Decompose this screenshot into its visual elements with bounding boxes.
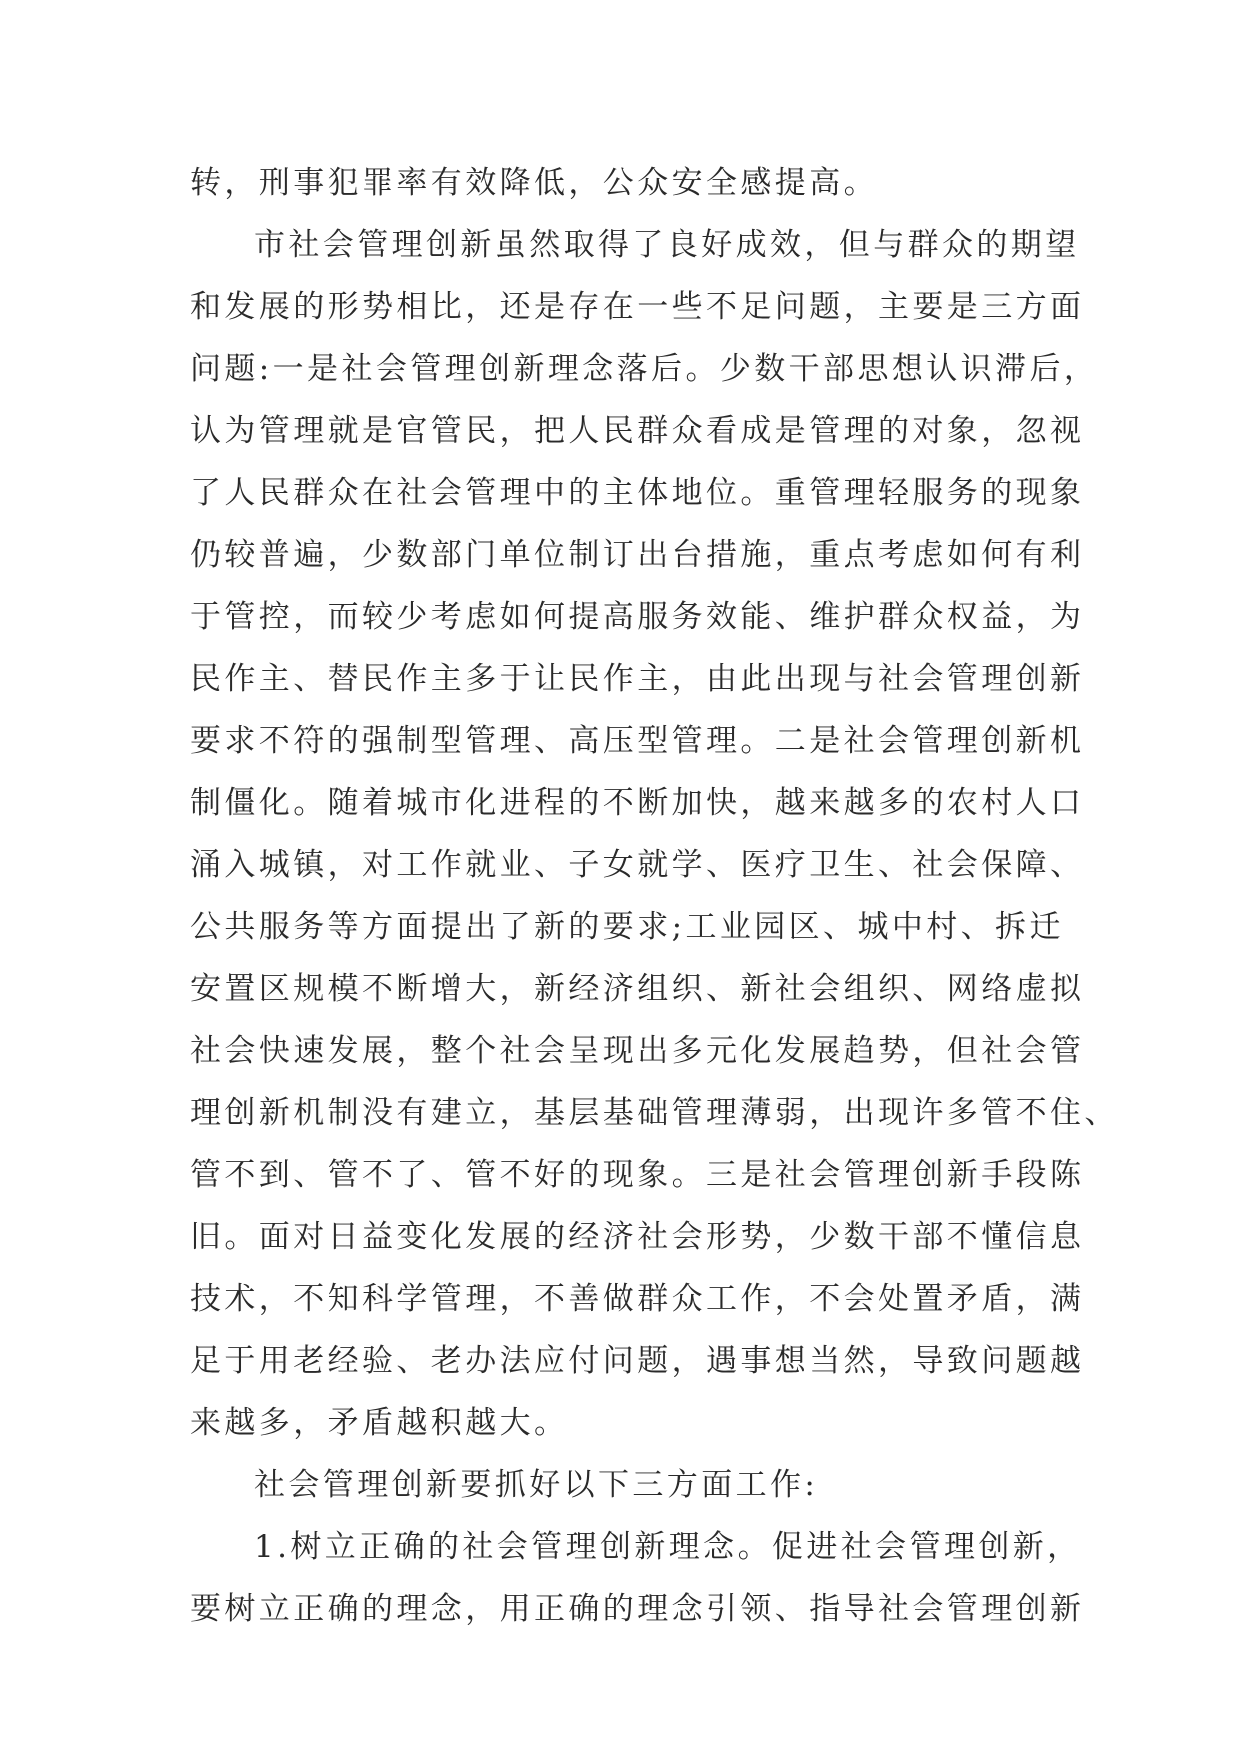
text-line: 转，刑事犯罪率有效降低，公众安全感提高。 xyxy=(190,165,878,201)
text-line: 来越多，矛盾越积越大。 xyxy=(190,1405,569,1441)
text-line: 和发展的形势相比，还是存在一些不足问题，主要是三方面 xyxy=(190,289,1085,325)
text-line: 于管控，而较少考虑如何提高服务效能、维护群众权益，为 xyxy=(190,599,1085,635)
text-line: 制僵化。随着城市化进程的不断加快，越来越多的农村人口 xyxy=(190,785,1085,821)
text-line: 旧。面对日益变化发展的经济社会形势，少数干部不懂信息 xyxy=(190,1219,1085,1255)
paragraph-start-line: 社会管理创新要抓好以下三方面工作: xyxy=(254,1467,819,1503)
text-line: 涌入城镇，对工作就业、子女就学、医疗卫生、社会保障、 xyxy=(190,847,1085,883)
text-line: 民作主、替民作主多于让民作主，由此出现与社会管理创新 xyxy=(190,661,1085,697)
body-text xyxy=(190,152,1119,1640)
text-line: 问题:一是社会管理创新理念落后。少数干部思想认识滞后， xyxy=(190,351,1099,387)
text-line: 足于用老经验、老办法应付问题，遇事想当然，导致问题越 xyxy=(190,1343,1085,1379)
paragraph-start-line: 市社会管理创新虽然取得了良好成效，但与群众的期望 xyxy=(254,227,1080,263)
text-line: 安置区规模不断增大，新经济组织、新社会组织、网络虚拟 xyxy=(190,971,1085,1007)
text-line: 要求不符的强制型管理、高压型管理。二是社会管理创新机 xyxy=(190,723,1085,759)
text-line: 管不到、管不了、管不好的现象。三是社会管理创新手段陈 xyxy=(190,1157,1085,1193)
text-line: 认为管理就是官管民，把人民群众看成是管理的对象，忽视 xyxy=(190,413,1085,449)
text-line: 理创新机制没有建立，基层基础管理薄弱，出现许多管不住、 xyxy=(190,1095,1119,1131)
text-line: 公共服务等方面提出了新的要求;工业园区、城中村、拆迁 xyxy=(190,909,1064,945)
text-line: 了人民群众在社会管理中的主体地位。重管理轻服务的现象 xyxy=(190,475,1085,511)
text-line: 技术，不知科学管理，不善做群众工作，不会处置矛盾，满 xyxy=(190,1281,1085,1317)
text-line: 社会快速发展，整个社会呈现出多元化发展趋势，但社会管 xyxy=(190,1033,1085,1069)
text-line: 仍较普遍，少数部门单位制订出台措施，重点考虑如何有利 xyxy=(190,537,1085,573)
text-line: 要树立正确的理念，用正确的理念引领、指导社会管理创新 xyxy=(190,1591,1085,1627)
numbered-item-line: 1.树立正确的社会管理创新理念。促进社会管理创新， xyxy=(254,1529,1082,1565)
